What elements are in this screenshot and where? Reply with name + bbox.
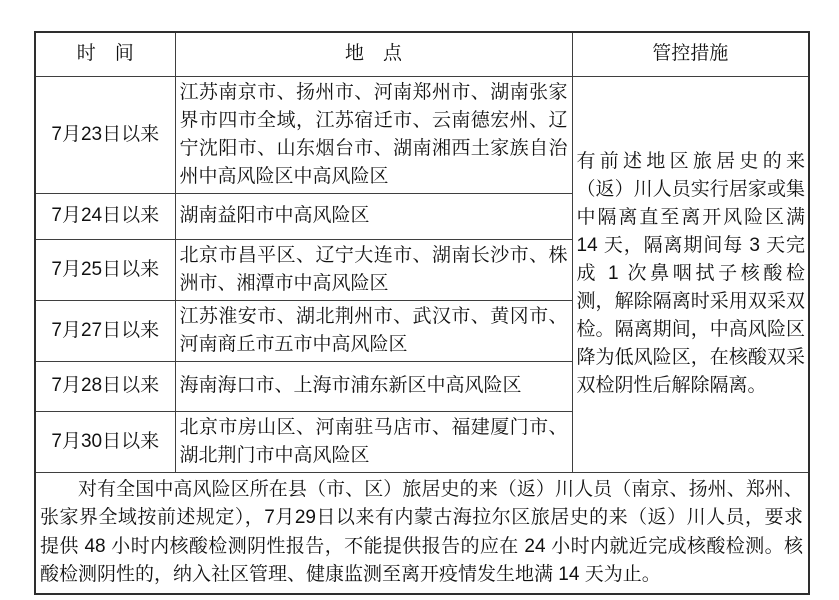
- location-cell: 北京市昌平区、辽宁大连市、湖南长沙市、株洲市、湘潭市中高风险区: [175, 239, 572, 300]
- table-row: [35, 76, 809, 193]
- location-cell: 湖南益阳市中高风险区: [175, 193, 572, 239]
- risk-control-table: [34, 31, 810, 595]
- header-time: 时 间: [35, 32, 175, 76]
- location-cell: 海南海口市、上海市浦东新区中高风险区: [175, 361, 572, 411]
- header-measures: 管控措施: [572, 32, 809, 76]
- time-cell: 7月28日以来: [35, 361, 175, 411]
- location-cell: 江苏淮安市、湖北荆州市、武汉市、黄冈市、河南商丘市五市中高风险区: [175, 300, 572, 361]
- time-cell: 7月25日以来: [35, 239, 175, 300]
- time-cell: 7月30日以来: [35, 411, 175, 472]
- footer-row: [35, 472, 809, 594]
- footer-note-cell: [35, 472, 809, 594]
- time-cell: 7月23日以来: [35, 76, 175, 193]
- location-cell: 北京市房山区、河南驻马店市、福建厦门市、湖北荆门市中高风险区: [175, 411, 572, 472]
- location-cell: 江苏南京市、扬州市、河南郑州市、湖南张家界市四市全域，江苏宿迁市、云南德宏州、辽宁沈阳市、山东烟台市、湖南湘西土家族自治州中高风险区中高风险区: [175, 76, 572, 193]
- time-cell: 7月24日以来: [35, 193, 175, 239]
- measures-cell: 有前述地区旅居史的来（返）川人员实行居家或集中隔离直至离开风险区满 14 天，隔离期间每 3 天完成 1 次鼻咽拭子核酸检测，解除隔离时采用双采双检。隔离期间，中高风险区降为低风险区，在核酸双采双检阴性后解除隔离。: [572, 76, 809, 472]
- header-location: 地 点: [175, 32, 572, 76]
- header-row: [35, 32, 809, 76]
- footer-note-text: 对有全国中高风险区所在县（市、区）旅居史的来（返）川人员（南京、扬州、郑州、张家界全域按前述规定），7月29日以来有内蒙古海拉尔区旅居史的来（返）川人员，要求提供 48 小时内核酸检测阴性报告，不能提供报告的应在 24 小时内就近完成核酸检测。核酸检测阴性的，纳入社区管理、健康监测至离开疫情发生地满 14 天为止。: [40, 478, 803, 585]
- time-cell: 7月27日以来: [35, 300, 175, 361]
